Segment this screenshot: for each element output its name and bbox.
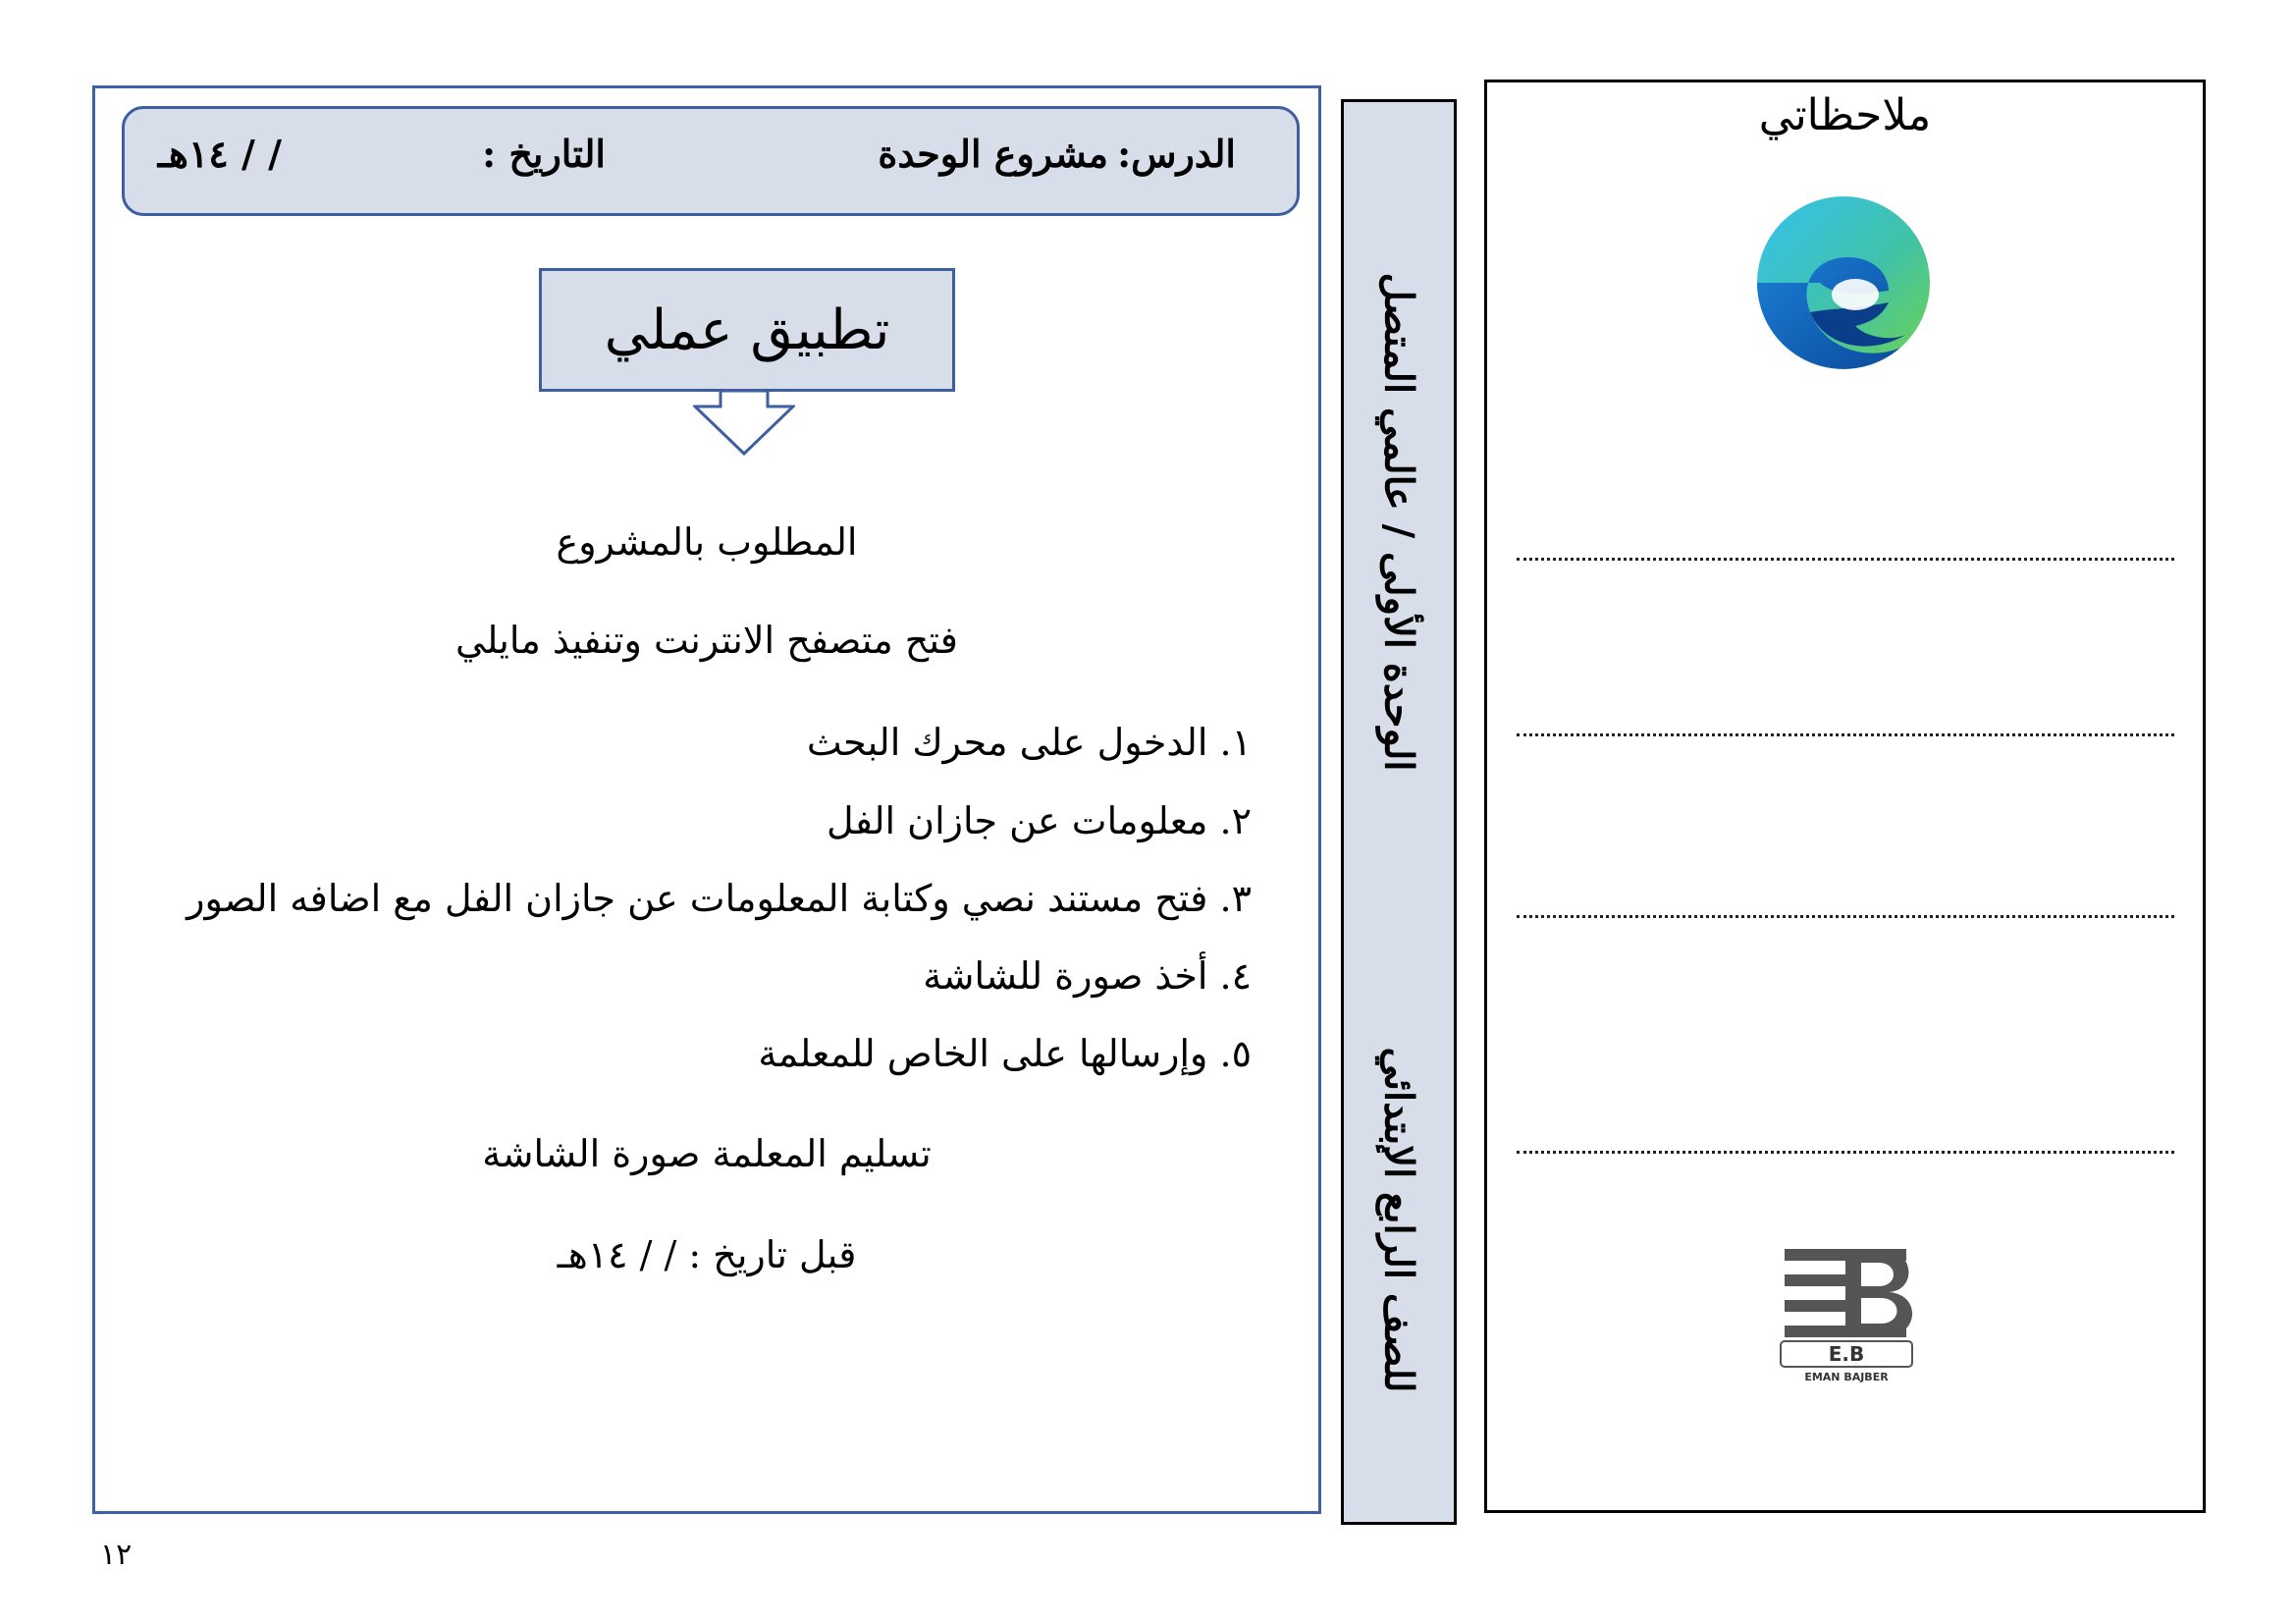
practical-title: تطبيق عملي xyxy=(604,298,890,362)
grade-title-vertical: للصف الرابع الإبتدائي xyxy=(1375,1047,1422,1393)
delivery-note: تسليم المعلمة صورة الشاشة xyxy=(482,1132,932,1175)
notes-line xyxy=(1517,915,2174,918)
eb-logo-text: E.B xyxy=(1828,1342,1865,1366)
date-value: / / ١٤هـ xyxy=(157,132,282,176)
notes-line xyxy=(1517,558,2174,561)
step-item: ٣. فتح مستند نصي وكتابة المعلومات عن جازان الفل مع اضافه الصور xyxy=(187,877,1252,920)
practical-title-box xyxy=(539,268,955,392)
project-heading: المطلوب بالمشروع xyxy=(556,520,858,564)
step-item: ٢. معلومات عن جازان الفل xyxy=(826,799,1252,842)
notes-title: ملاحظاتي xyxy=(1758,90,1932,140)
vertical-band xyxy=(1341,99,1457,1525)
step-item: ٤. أخذ صورة للشاشة xyxy=(923,954,1252,998)
eb-logo-caption: EMAN BAJBER xyxy=(1804,1371,1889,1383)
unit-title-vertical: الوحدة الأولى / عالمي المتصل xyxy=(1375,272,1422,772)
step-item: ٥. وإرسالها على الخاص للمعلمة xyxy=(758,1032,1252,1075)
project-intro: فتح متصفح الانترنت وتنفيذ مايلي xyxy=(455,619,958,662)
lesson-label: الدرس: xyxy=(1117,132,1236,176)
lesson-name: مشروع الوحدة xyxy=(878,132,1108,176)
eb-brand-logo xyxy=(1755,1247,1942,1384)
page-number: ١٢ xyxy=(100,1538,133,1572)
edge-browser-icon xyxy=(1753,192,1936,373)
notes-line xyxy=(1517,1151,2174,1154)
step-item: ١. الدخول على محرك البحث xyxy=(806,721,1252,764)
deadline-note: قبل تاريخ : / / ١٤هـ xyxy=(557,1233,857,1276)
date-label: التاريخ : xyxy=(482,132,606,176)
down-arrow-icon xyxy=(693,389,795,458)
notes-line xyxy=(1517,733,2174,736)
